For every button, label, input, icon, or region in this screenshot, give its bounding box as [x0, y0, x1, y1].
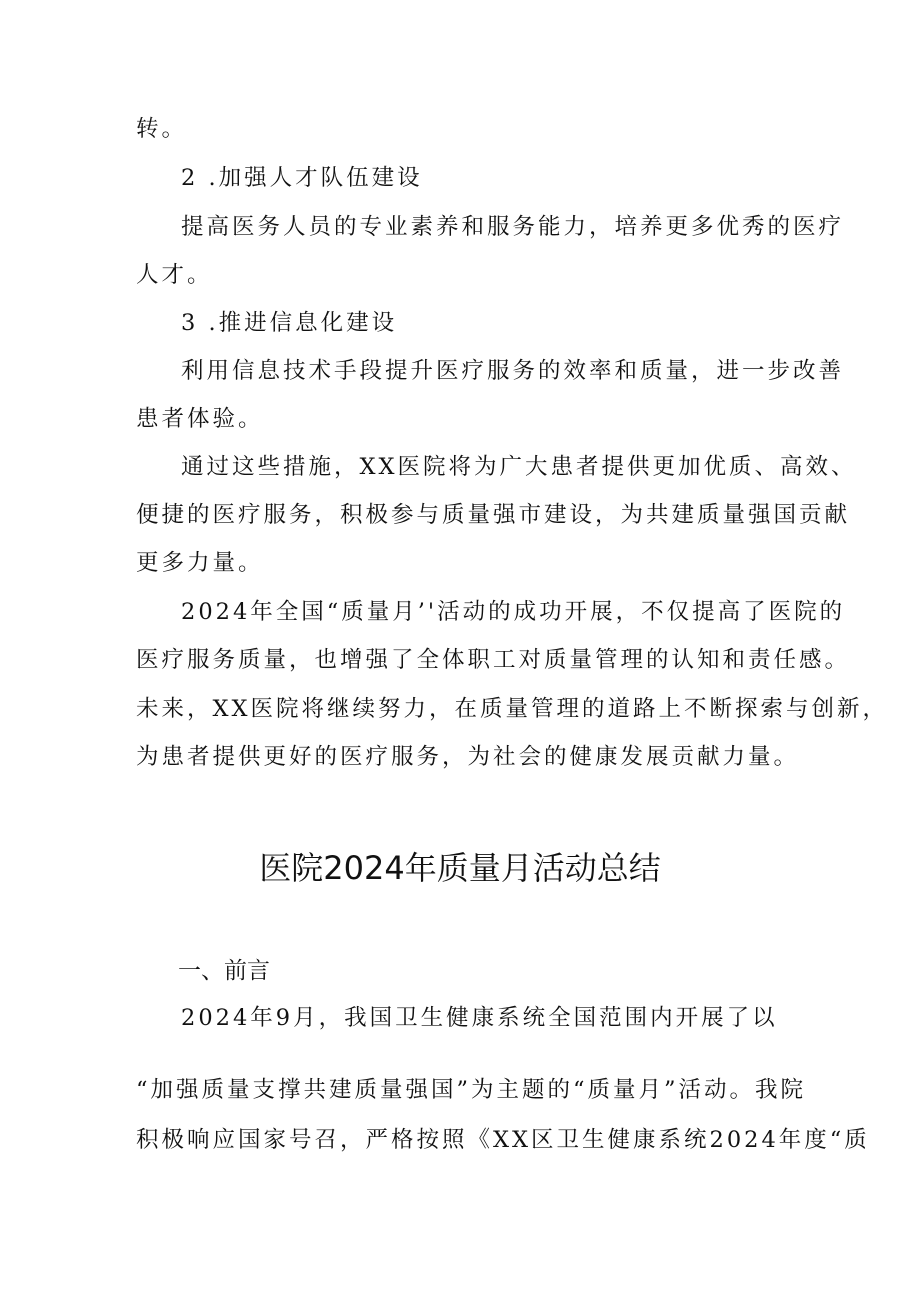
- text-line: 未来，XX医院将继续努力，在质量管理的道路上不断探索与创新，: [136, 696, 889, 722]
- text-line: 更多力量。: [136, 550, 264, 576]
- text-line: 2024年9月，我国卫生健康系统全国范围内开展了以: [181, 1005, 778, 1031]
- list-heading-3: 3 .推进信息化建设: [181, 310, 398, 336]
- text-line: 为患者提供更好的医疗服务，为社会的健康发展贡献力量。: [136, 744, 800, 770]
- text-line: 提高医务人员的专业素养和服务能力，培养更多优秀的医疗: [181, 214, 845, 240]
- text-line: 转。: [136, 116, 188, 142]
- document-title: 医院2024年质量月活动总结: [259, 849, 661, 887]
- text-line: 便捷的医疗服务，积极参与质量强市建设，为共建质量强国贡献: [136, 502, 851, 528]
- text-line: 2024年全国“质量月’'活动的成功开展，不仅提高了医院的: [181, 599, 846, 625]
- section-heading: 一、前言: [178, 958, 270, 984]
- list-heading-2: 2 .加强人才队伍建设: [181, 165, 423, 191]
- text-line: 积极响应国家号召，严格按照《XX区卫生健康系统2024年度“质: [136, 1127, 870, 1153]
- text-line: 医疗服务质量，也增强了全体职工对质量管理的认知和责任感。: [136, 647, 851, 673]
- text-line: “加强质量支撑共建质量强国”为主题的“质量月”活动。我院: [136, 1077, 807, 1103]
- text-line: 患者体验。: [136, 406, 264, 432]
- text-line: 利用信息技术手段提升医疗服务的效率和质量，进一步改善: [181, 358, 845, 384]
- text-line: 通过这些措施，XX医院将为广大患者提供更加优质、高效、: [181, 454, 857, 480]
- text-line: 人才。: [136, 262, 213, 288]
